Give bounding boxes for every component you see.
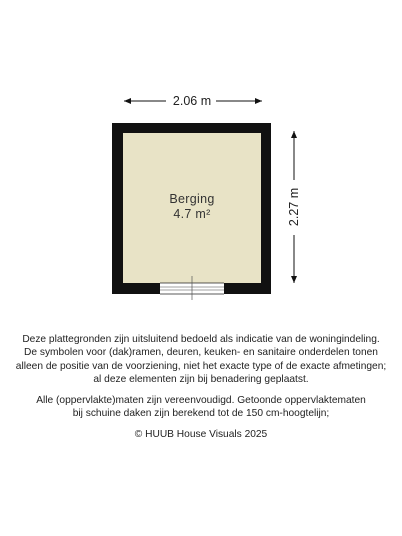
height-dimension [287,131,301,283]
arrow-up-icon [291,131,297,138]
copyright-text [0,428,402,441]
area-note-line: Alle (oppervlakte)maten zijn vereenvoudigd. Getoonde oppervlaktematen [36,395,366,406]
room-berging [112,123,271,300]
area-note-line: bij schuine daken zijn berekend tot de 150 cm-hoogtelijn; [72,408,330,420]
arrow-down-icon [291,276,297,283]
disclaimer-text [0,333,402,387]
height-dimension-label: 2.27 m [287,187,301,227]
width-dimension-label: 2.06 m [172,94,212,108]
width-dimension [124,94,262,108]
disclaimer-line: alleen de positie van de voorziening, niet het exacte type of de exacte afmetingen; [15,360,387,372]
arrow-right-icon [255,98,262,104]
area-note-text [0,394,402,421]
room-name: Berging [169,192,215,206]
disclaimer-line: De symbolen voor (dak)ramen, deuren, keuken- en sanitaire onderdelen tonen [24,347,378,359]
room-area: 4.7 m² [173,207,211,221]
copyright-line: © HUUB House Visuals 2025 [134,429,268,440]
disclaimer-line: Deze plattegronden zijn uitsluitend bedoeld als indicatie van de woningindeling. [22,334,380,345]
disclaimer-line: al deze elementen zijn bij benadering geplaatst. [93,374,309,386]
arrow-left-icon [124,98,131,104]
